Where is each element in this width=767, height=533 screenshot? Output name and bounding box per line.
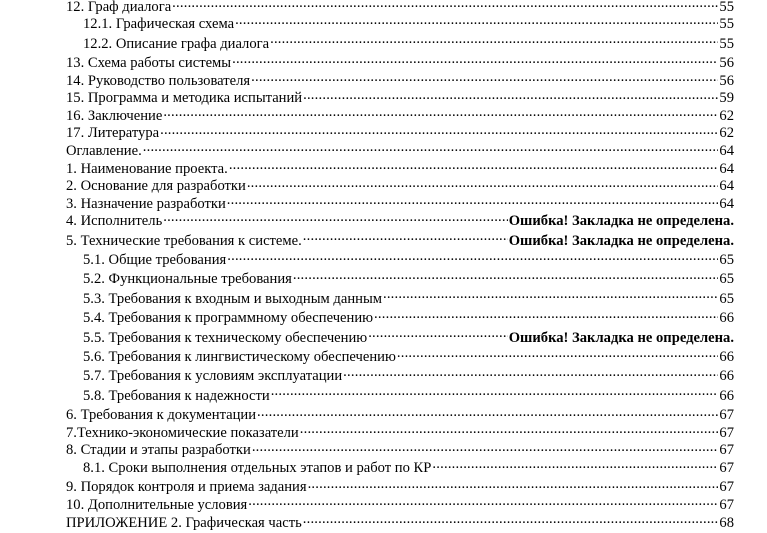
toc-entry-title: 17. Литература (66, 125, 160, 142)
toc-entry[interactable] (66, 494, 734, 512)
toc-entry-page-number: 64 (719, 195, 734, 212)
dot-leader (303, 230, 508, 245)
toc-entry-page-number: 55 (719, 0, 734, 15)
toc-entry-title: Оглавление. (66, 142, 142, 159)
toc-entry-page-number: 67 (719, 460, 734, 476)
dot-leader (293, 269, 719, 284)
toc-entry-title: 5.7. Требования к условиям эксплуатации (83, 368, 343, 385)
toc-entry[interactable] (66, 105, 734, 123)
dot-leader (343, 366, 718, 381)
dot-leader (163, 105, 718, 120)
toc-entry-page-number: 67 (719, 442, 734, 459)
toc-entry-title: 16. Заключение (66, 107, 163, 124)
toc-entry-title: 5.5. Требования к техническому обеспечению (83, 329, 368, 346)
toc-entry-title: 4. Исполнитель (66, 213, 163, 230)
toc-entry[interactable] (66, 158, 734, 176)
toc-entry-page-number: 64 (719, 142, 734, 159)
dot-leader (235, 14, 718, 29)
dot-leader (300, 422, 719, 437)
dot-leader (143, 140, 719, 155)
dot-leader (397, 346, 719, 361)
toc-entry-title: 1. Наименование проекта. (66, 160, 228, 177)
dot-leader (248, 494, 718, 509)
dot-leader (270, 33, 718, 48)
toc-entry[interactable] (66, 308, 734, 327)
toc-entry[interactable] (66, 70, 734, 88)
toc-entry-title: 12.1. Графическая схема (83, 16, 235, 33)
toc-entry[interactable] (66, 176, 734, 194)
toc-entry-title: 6. Требования к документации (66, 407, 257, 424)
toc-entry-page-number: 67 (719, 424, 734, 441)
dot-leader (271, 385, 719, 400)
toc-entry-page-number: 59 (719, 90, 734, 107)
dot-leader (308, 477, 719, 492)
toc-entry-page-number: 66 (719, 349, 734, 366)
toc-entry-title: 15. Программа и методика испытаний (66, 90, 303, 107)
dot-leader (227, 250, 718, 265)
toc-entry-page-number: 65 (719, 252, 734, 269)
dot-leader (432, 457, 718, 472)
toc-entry-title: 10. Дополнительные условия (66, 496, 248, 513)
dot-leader (227, 193, 719, 208)
dot-leader (172, 0, 718, 11)
toc-entry[interactable] (66, 0, 734, 14)
toc-entry-title: 5.3. Требования к входным и выходным данным (83, 290, 382, 307)
toc-entry-title: 5.2. Функциональные требования (83, 271, 292, 288)
toc-entry-page-number: 55 (719, 16, 734, 33)
toc-entry-page-number: 67 (719, 496, 734, 513)
toc-entry[interactable] (66, 440, 734, 458)
toc-entry[interactable] (66, 140, 734, 158)
toc-entry-page-number: 66 (719, 368, 734, 385)
toc-entry-title: 9. Порядок контроля и приема задания (66, 479, 307, 496)
toc-entry-page-number: 55 (719, 35, 734, 52)
toc-entry-title: 14. Руководство пользователя (66, 72, 251, 89)
toc-entry-title: ПРИЛОЖЕНИЕ 2. Графическая часть (66, 514, 302, 531)
dot-leader (251, 70, 718, 85)
dot-leader (163, 211, 507, 226)
dot-leader (303, 88, 718, 103)
toc-entry[interactable] (66, 211, 734, 230)
toc-entry-title: 13. Схема работы системы (66, 54, 232, 71)
toc-entry-error-message: Ошибка! Закладка не определена. (508, 329, 734, 346)
toc-entry-page-number: 65 (719, 290, 734, 307)
table-of-contents (66, 0, 734, 530)
toc-entry[interactable] (66, 230, 734, 249)
toc-entry[interactable] (66, 33, 734, 52)
toc-entry-page-number: 66 (719, 310, 734, 327)
toc-entry-title: 5. Технические требования к системе. (66, 232, 302, 249)
dot-leader (247, 176, 719, 191)
toc-entry[interactable] (66, 422, 734, 440)
toc-entry-title: 12.2. Описание графа диалога (83, 35, 270, 52)
toc-entry[interactable] (66, 250, 734, 269)
toc-entry-page-number: 62 (719, 125, 734, 142)
toc-entry-error-message: Ошибка! Закладка не определена. (508, 232, 734, 249)
toc-entry-page-number: 65 (719, 271, 734, 288)
toc-entry[interactable] (66, 52, 734, 70)
dot-leader (252, 440, 719, 455)
toc-entry-page-number: 56 (719, 54, 734, 71)
toc-entry-title: 5.1. Общие требования (83, 252, 227, 269)
toc-entry-page-number: 56 (719, 72, 734, 89)
toc-entry-page-number: 64 (719, 160, 734, 177)
toc-entry-page-number: 68 (719, 514, 734, 531)
toc-entry-page-number: 67 (719, 479, 734, 496)
toc-entry[interactable] (66, 346, 734, 365)
toc-entry[interactable] (66, 269, 734, 288)
toc-entry[interactable] (66, 405, 734, 423)
toc-entry[interactable] (66, 512, 734, 530)
toc-entry[interactable] (66, 123, 734, 141)
toc-entry-title: 7.Технико-экономические показатели (66, 424, 299, 441)
dot-leader (374, 308, 718, 323)
toc-entry-page-number: 66 (719, 387, 734, 404)
toc-entry-title: 2. Основание для разработки (66, 178, 246, 195)
toc-entry-title: 5.6. Требования к лингвистическому обеспечению (83, 349, 396, 366)
toc-entry[interactable] (66, 477, 734, 495)
toc-entry[interactable] (66, 327, 734, 346)
toc-entry-title: 12. Граф диалога (66, 0, 172, 15)
dot-leader (229, 158, 719, 173)
toc-entry-title: 8. Стадии и этапы разработки (66, 442, 251, 459)
toc-entry-title: 8.1. Сроки выполнения отдельных этапов и работ по КР (83, 460, 432, 476)
toc-entry[interactable] (66, 88, 734, 106)
toc-entry[interactable] (66, 366, 734, 385)
dot-leader (232, 52, 718, 67)
toc-entry-page-number: 67 (719, 407, 734, 424)
dot-leader (303, 512, 719, 527)
toc-entry[interactable] (66, 457, 734, 476)
toc-entry-title: 5.4. Требования к программному обеспечению (83, 310, 374, 327)
toc-entry-error-message: Ошибка! Закладка не определена. (508, 213, 734, 230)
toc-entry-title: 3. Назначение разработки (66, 195, 226, 212)
toc-entry[interactable] (66, 385, 734, 404)
dot-leader (368, 327, 508, 342)
toc-entry-page-number: 62 (719, 107, 734, 124)
toc-entry-title: 5.8. Требования к надежности (83, 387, 270, 404)
dot-leader (383, 288, 718, 303)
dot-leader (160, 123, 718, 138)
toc-entry[interactable] (66, 288, 734, 307)
toc-entry[interactable] (66, 14, 734, 33)
dot-leader (257, 405, 718, 420)
toc-entry-page-number: 64 (719, 178, 734, 195)
toc-entry[interactable] (66, 193, 734, 211)
